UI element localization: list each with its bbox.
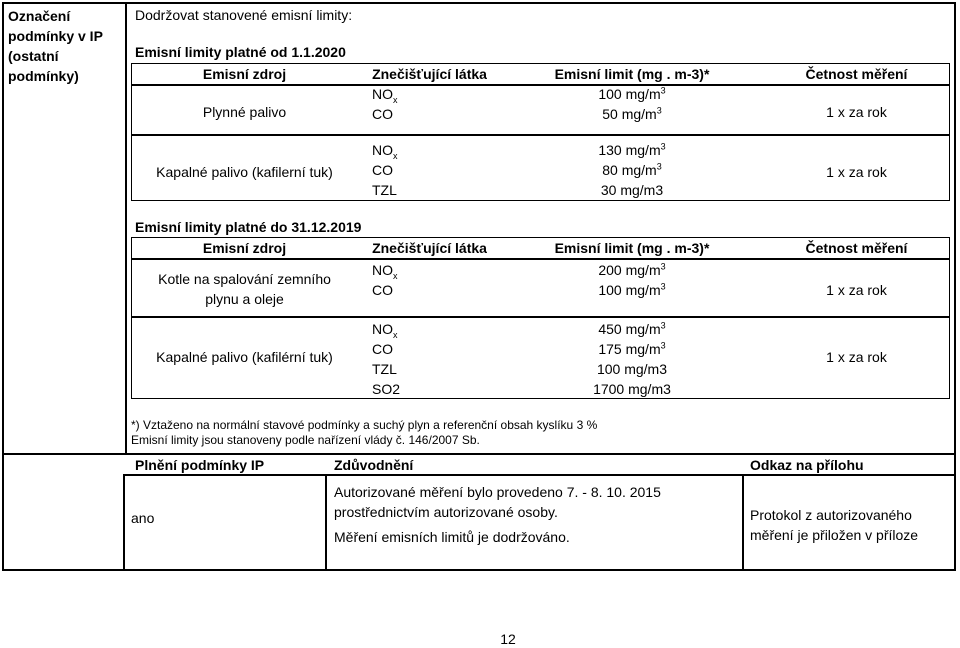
header-fulfillment: Plnění podmínky IP — [135, 457, 265, 473]
source-cell: Plynné palivo — [202, 104, 287, 120]
header-pollutant: Znečišťující látka — [372, 240, 487, 256]
header-reference: Odkaz na přílohu — [750, 457, 864, 473]
pollutant-cell: $NO_x$ CO TZL — [372, 142, 398, 198]
header-frequency: Četnost měření — [805, 240, 908, 256]
header-source: Emisní zdroj — [202, 240, 287, 256]
header-limit: Emisní limit (mg . m-3)* — [554, 240, 710, 256]
limit-cell: 450 $mg/m^3$ 175 $mg/m^3$ 100 mg/m3 1700 mg/m3 — [593, 320, 671, 397]
intro-text: Dodržovat stanovené emisní limity: — [135, 7, 353, 23]
condition-label: Označení podmínky v IP (ostatní podmínky) — [8, 8, 103, 84]
frequency-cell: 1 x za rok — [826, 104, 887, 120]
header-limit: Emisní limit (mg . m-3)* — [554, 66, 710, 82]
section2-row-liquid — [131, 317, 950, 399]
source-cell: Kapalné palivo (kafilérní tuk) — [156, 349, 333, 365]
frequency-cell: 1 x za rok — [826, 164, 887, 180]
footnote: *) Vztaženo na normální stavové podmínky a suchý plyn a referenční obsah kyslíku 3 % — [131, 418, 598, 432]
limit-cell: 130 $mg/m^3$ 80 $mg/m^3$ 30 mg/m3 — [598, 141, 666, 198]
header-source: Emisní zdroj — [202, 66, 287, 82]
page-number: 12 — [500, 631, 516, 647]
header-reason: Zdůvodnění — [334, 457, 414, 473]
limit-cell: 100 $mg/m^3$ 50 $mg/m^3$ — [598, 85, 666, 122]
column-divider — [125, 2, 127, 455]
source-cell: Kapalné palivo (kafilerní tuk) — [156, 164, 333, 180]
fulfillment-value: ano — [131, 510, 155, 526]
pollutant-cell: $NO_x$ CO TZL SO2 — [372, 321, 401, 397]
section2-row-boilers — [131, 259, 950, 317]
section1-header-row — [131, 63, 950, 85]
frequency-cell: 1 x za rok — [826, 349, 887, 365]
bottom-divider-1 — [325, 474, 327, 571]
reference-text: Protokol z autorizovaného měření je přiložen v příloze — [750, 507, 919, 543]
pollutant-cell: $NO_x$ CO — [372, 262, 398, 298]
section1-title: Emisní limity platné od 1.1.2020 — [135, 44, 346, 60]
section2-title: Emisní limity platné do 31.12.2019 — [135, 219, 362, 235]
header-pollutant: Znečišťující látka — [372, 66, 487, 82]
section1-row-liquid — [131, 135, 950, 201]
limit-cell: 200 $mg/m^3$ 100 $mg/m^3$ — [598, 261, 666, 298]
bottom-divider-2 — [742, 474, 744, 571]
frequency-cell: 1 x za rok — [826, 282, 887, 298]
source-cell: Kotle na spalování zemního plynu a oleje — [158, 271, 331, 307]
header-frequency: Četnost měření — [805, 66, 908, 82]
reason-text: Autorizované měření bylo provedeno 7. - 8. 10. 2015 prostřednictvím autorizované osoby. Měření emisních limitů je dodržováno. — [334, 484, 661, 545]
pollutant-cell: $NO_x$ CO — [372, 86, 398, 122]
section1-row-gas — [131, 85, 950, 135]
section2-header-row — [131, 237, 950, 259]
regulation-note: Emisní limity jsou stanoveny podle nařízení vlády č. 146/2007 Sb. — [131, 433, 480, 447]
